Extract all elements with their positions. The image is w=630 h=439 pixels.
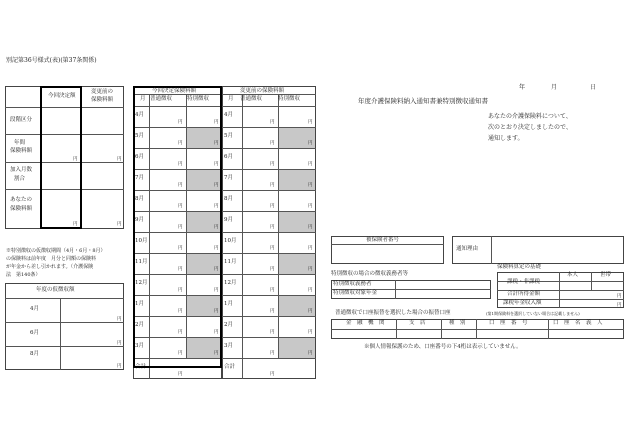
- basis-total-income: 合計所得金額: [507, 291, 541, 297]
- month-label: 9月: [135, 217, 144, 223]
- mid-col-month: 月: [140, 96, 146, 102]
- date-day: 日: [590, 84, 597, 91]
- month-label: 合計: [224, 364, 236, 370]
- bank-col-type: 種 別: [449, 320, 466, 326]
- bank-note: (第1期保険料を選択していない場合は記載しません): [486, 311, 580, 316]
- month-label: 12月: [135, 280, 148, 286]
- notice-body-2: 次のとおり決定しましたので、: [488, 124, 572, 131]
- col-before-2: 保険料額: [91, 97, 114, 103]
- notice-body-3: 通知します。: [488, 135, 524, 142]
- date-year: 年: [519, 84, 526, 91]
- basis-pension-income: 課税年金収入額: [503, 300, 542, 306]
- form-code: 別記第36号様式(表)(第37条関係): [6, 57, 97, 64]
- bank-col-account: 口 座 番 号: [489, 320, 528, 326]
- prov-month-6: 6月: [30, 330, 39, 336]
- notice-body-1: あなたの介護保険料について、: [488, 113, 572, 120]
- month-label: 11月: [135, 259, 148, 265]
- col-before-1: 変更前の: [91, 89, 114, 95]
- col-current: 今回決定額: [48, 93, 76, 99]
- special-note-4: 法 第140条）: [6, 272, 41, 278]
- month-label: 8月: [135, 196, 144, 202]
- special-note-1: ※特別徴収の仮徴収期間（4月・6月・8月）: [6, 248, 106, 254]
- row-months-2: 割合: [14, 176, 26, 182]
- mid-col-normal: 普通徴収: [150, 96, 173, 102]
- right-col-normal: 普通徴収: [240, 96, 263, 102]
- mid-title: 今回決定保険料額: [152, 88, 197, 94]
- prov-month-4: 4月: [30, 306, 39, 312]
- row-stage: 段階区分: [10, 117, 33, 123]
- special-collection-title: 特別徴収の場合の徴収義務者等: [331, 271, 409, 277]
- notify-reason-label: 通知理由: [456, 246, 479, 252]
- bank-title: 普通徴収で口座振替を選択した場合の振替口座: [335, 310, 451, 316]
- row-annual-2: 保険料額: [10, 148, 33, 154]
- date-month: 月: [551, 84, 558, 91]
- month-label: 7月: [135, 175, 144, 181]
- month-label: 3月: [135, 343, 144, 349]
- month-label: 合計: [135, 364, 147, 370]
- month-label: 1月: [135, 301, 144, 307]
- special-note-2: の保険料は前年度 月分と同額の保険料: [6, 256, 97, 262]
- month-label: 10月: [224, 238, 237, 244]
- basis-self: 本人: [567, 272, 579, 278]
- basis-household: 世帯: [600, 272, 612, 278]
- right-title: 変更前の保険料額: [240, 88, 285, 94]
- month-label: 9月: [224, 217, 233, 223]
- month-label: 4月: [135, 112, 144, 118]
- month-label: 1月: [224, 301, 233, 307]
- mid-col-special: 特別徴収: [187, 96, 210, 102]
- month-label: 2月: [224, 322, 233, 328]
- current-monthly-border: [133, 86, 222, 368]
- row-yours-2: 保険料額: [10, 206, 33, 212]
- month-label: 3月: [224, 343, 233, 349]
- month-label: 5月: [224, 133, 233, 139]
- row-annual-1: 年間: [14, 140, 26, 146]
- special-note-3: が年金から差し引かれます。（介護保険: [6, 264, 94, 270]
- prov-month-8: 8月: [30, 351, 39, 357]
- special-target-pension: 特別徴収対象年金: [333, 290, 378, 296]
- month-label: 12月: [224, 280, 237, 286]
- insured-number-label: 被保険者番号: [366, 237, 400, 243]
- provisional-header: 年度の仮徴収額: [36, 287, 75, 293]
- right-col-special: 特別徴収: [278, 96, 301, 102]
- month-label: 7月: [224, 175, 233, 181]
- month-label: 4月: [224, 112, 233, 118]
- row-yours-1: あなたの: [10, 197, 33, 203]
- notice-title: 年度介護保険料納入通知書兼特別徴収通知書: [358, 97, 488, 105]
- bank-col-institution: 金 融 機 関: [346, 320, 385, 326]
- month-label: 8月: [224, 196, 233, 202]
- provisional-table: [5, 283, 124, 370]
- bank-col-holder: 口 座 名 義 人: [553, 320, 603, 326]
- bank-col-branch: 支 店: [409, 320, 426, 326]
- month-label: 10月: [135, 238, 148, 244]
- row-months-1: 加入月数: [10, 167, 33, 173]
- special-obligor: 特別徴収義務者: [333, 281, 372, 287]
- privacy-note: ※個人情報保護のため、口座番号の下4桁は表示していません。: [364, 344, 522, 350]
- basis-tax-status: 課税・非課税: [507, 279, 541, 285]
- month-label: 5月: [135, 133, 144, 139]
- month-label: 6月: [135, 154, 144, 160]
- month-label: 6月: [224, 154, 233, 160]
- basis-title: 保険料算定の基礎: [497, 264, 542, 270]
- month-label: 11月: [224, 259, 237, 265]
- notice-form: 別記第36号様式(表)(第37条関係) 年 月 日 年度介護保険料納入通知書兼特別徴収通知書 あなたの介護保険料について、 次のとおり決定しましたので、 通知します。 今回決定額 変更前の 保険料額 段階区分 年間 保険料額 円 円 加入月数 割合 あなたの 保険料額 円 円 ※特別徴収の仮徴収期間（4月・6月・8月） の保険料は前年度 月分と同額の保険料 が年金から差し引かれます。（介護保険 法 第140条） 年度の仮徴収額 4月 6月 8月 円 円 円 4月 円 円 5月 円 円 6月 円 円 7月 円 円 8月 円 円 9月 円 円 10月 円 円 11月 円 円 12月 円 円 1月 円 円 2月 円 円 3月 円 円 合計 円 今回決定保険料額 月 普通徴収 特別徴収 4月 円 円 5月 円 円 6月 円 円 7月 円 円 8月 円 円 9月 円 円 10月 円 円 11月 円 円 12月 円 円 1月 円 円 2月 円 円 3月 円 円 合計 円 変更前の保険料額 月 普通徴収 特別徴収 被保険者番号 通知理由 保険料算定の基礎 本人 世帯 課税・非課税 合計所得金額 円 課税年金収入額 円 特別徴収の場合の徴収義務者等 特別徴収義務者 特別徴収対象年金 普通徴収で口座振替を選択した場合の振替口座 (第1期保険料を選択していない場合は記載しません) 金 融 機 関 支 店 種 別 口 座 番 号 口 座 名 義 人 ※個人情報保護のため、口座番号の下4桁は表示していません。: [0, 0, 630, 439]
- month-label: 2月: [135, 322, 144, 328]
- right-col-month: 月: [228, 96, 234, 102]
